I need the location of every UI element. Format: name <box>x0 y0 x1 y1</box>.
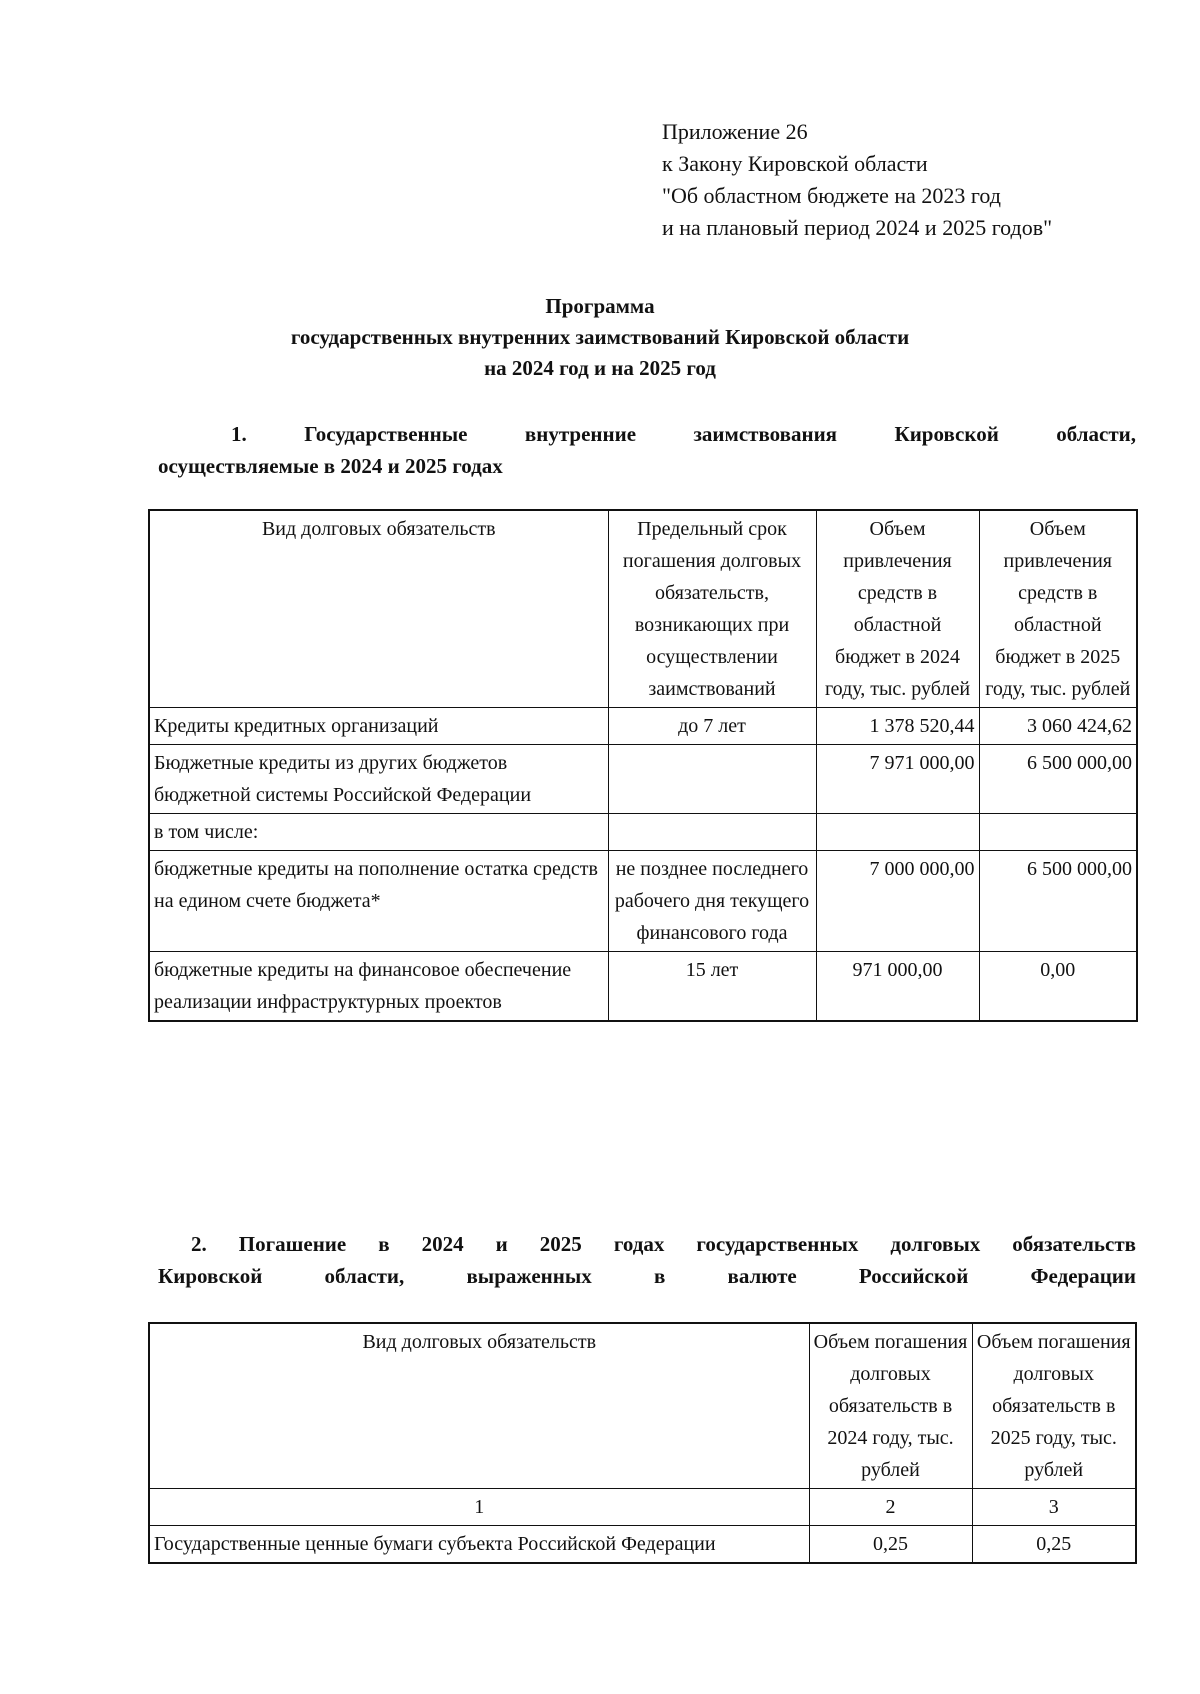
borrowings-table <box>148 509 1138 1022</box>
row-5-type: бюджетные кредиты на финансовое обеспечение реализации инфраструктурных проектов <box>149 952 608 1022</box>
row-1-2024: 0,25 <box>809 1526 972 1564</box>
annex-law-title: "Об областном бюджете на 2023 год <box>662 183 1001 208</box>
title-line-3: на 2024 год и на 2025 год <box>484 356 716 380</box>
title-line-1: Программа <box>545 294 655 318</box>
annex-law-ref: к Закону Кировской области <box>662 151 928 176</box>
section-2-heading-line-2: Кировской области, выраженных в валюте Российской Федерации <box>158 1264 1136 1288</box>
header-debt-type: Вид долговых обязательств <box>149 1323 809 1489</box>
table-row <box>149 745 1137 814</box>
annex-header <box>662 116 1052 244</box>
table-row <box>149 851 1137 952</box>
section-1-heading <box>158 418 1136 482</box>
annex-number: Приложение 26 <box>662 119 808 144</box>
row-1-2024: 1 378 520,44 <box>816 708 979 745</box>
section-2-heading-line-1: 2. Погашение в 2024 и 2025 годах государственных долговых обязательств <box>191 1232 1136 1256</box>
header-debt-type: Вид долговых обязательств <box>149 510 608 708</box>
row-1-type: Кредиты кредитных организаций <box>149 708 608 745</box>
column-number-1: 1 <box>149 1489 809 1526</box>
row-4-type: бюджетные кредиты на пополнение остатка средств на едином счете бюджета* <box>149 851 608 952</box>
section-2-heading <box>158 1228 1136 1292</box>
header-repayment-2025: Объем погашения долговых обязательств в 2025 году, тыс. рублей <box>972 1323 1136 1489</box>
header-repayment-term: Предельный срок погашения долговых обязательств, возникающих при осуществлении заимствований <box>608 510 816 708</box>
repayment-table <box>148 1322 1137 1564</box>
row-3-type: в том числе: <box>149 814 608 851</box>
row-1-2025: 0,25 <box>972 1526 1136 1564</box>
table-row <box>149 952 1137 1022</box>
row-1-term: до 7 лет <box>608 708 816 745</box>
table-header-row <box>149 1323 1136 1489</box>
row-3-2025 <box>979 814 1137 851</box>
row-1-2025: 3 060 424,62 <box>979 708 1137 745</box>
row-2-type: Бюджетные кредиты из других бюджетов бюджетной системы Российской Федерации <box>149 745 608 814</box>
section-1-heading-line-1: 1. Государственные внутренние заимствования Кировской области, <box>231 422 1136 446</box>
column-number-3: 3 <box>972 1489 1136 1526</box>
row-3-term <box>608 814 816 851</box>
table-header-row <box>149 510 1137 708</box>
row-5-2025: 0,00 <box>979 952 1137 1022</box>
table-row <box>149 814 1137 851</box>
table-row <box>149 1526 1136 1564</box>
row-1-type: Государственные ценные бумаги субъекта Российской Федерации <box>149 1526 809 1564</box>
row-5-2024: 971 000,00 <box>816 952 979 1022</box>
row-2-term <box>608 745 816 814</box>
row-5-term: 15 лет <box>608 952 816 1022</box>
row-4-term: не позднее последнего рабочего дня текущего финансового года <box>608 851 816 952</box>
header-volume-2024: Объем привлечения средств в областной бюджет в 2024 году, тыс. рублей <box>816 510 979 708</box>
table-row <box>149 708 1137 745</box>
title-line-2: государственных внутренних заимствований Кировской области <box>290 325 910 349</box>
header-volume-2025: Объем привлечения средств в областной бюджет в 2025 году, тыс. рублей <box>979 510 1137 708</box>
column-number-2: 2 <box>809 1489 972 1526</box>
row-3-2024 <box>816 814 979 851</box>
column-numbers-row <box>149 1489 1136 1526</box>
section-1-heading-line-2: осуществляемые в 2024 и 2025 годах <box>158 454 503 478</box>
row-2-2024: 7 971 000,00 <box>816 745 979 814</box>
header-repayment-2024: Объем погашения долговых обязательств в 2024 году, тыс. рублей <box>809 1323 972 1489</box>
document-title <box>150 291 1050 384</box>
row-2-2025: 6 500 000,00 <box>979 745 1137 814</box>
row-4-2025: 6 500 000,00 <box>979 851 1137 952</box>
annex-law-period: и на плановый период 2024 и 2025 годов" <box>662 215 1053 240</box>
row-4-2024: 7 000 000,00 <box>816 851 979 952</box>
